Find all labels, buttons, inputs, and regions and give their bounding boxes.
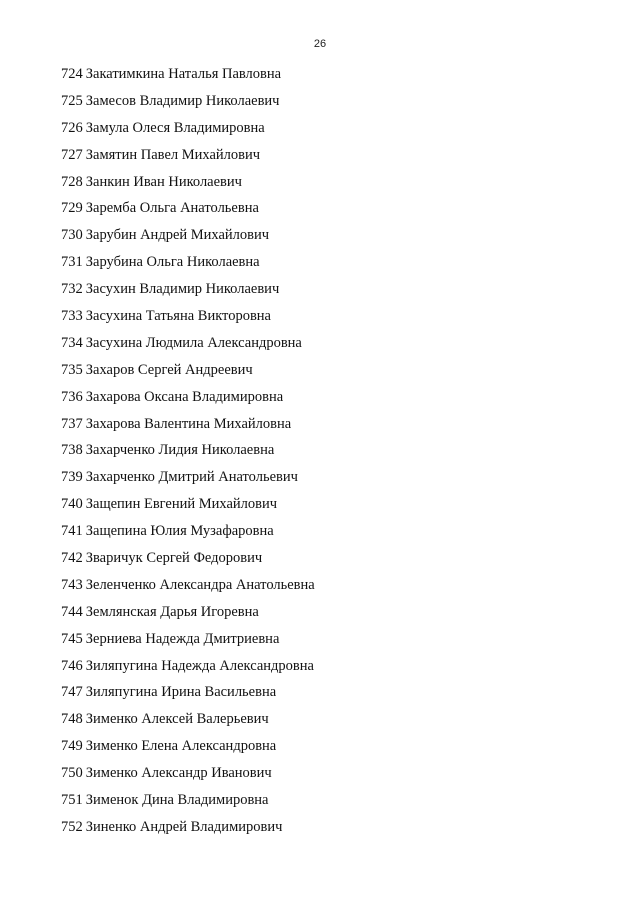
- list-item: [61, 387, 315, 414]
- entry-name: Защепина Юлия Музафаровна: [85, 523, 274, 540]
- entry-name: Захарова Оксана Владимировна: [85, 388, 284, 405]
- entry-number: 727: [61, 146, 83, 163]
- entry-number: 732: [61, 281, 83, 298]
- list-item: [61, 521, 315, 548]
- entry-name: Закатимкина Наталья Павловна: [85, 66, 282, 82]
- entry-name: Захарова Валентина Михайловна: [85, 415, 292, 432]
- page-number: 26: [313, 38, 327, 50]
- list-item: [61, 467, 315, 494]
- entry-number: 728: [61, 173, 83, 190]
- entry-number: 747: [61, 684, 83, 701]
- list-item: [61, 548, 315, 575]
- entry-number: 734: [61, 334, 83, 351]
- entry-number: 729: [61, 200, 83, 217]
- entry-name: Замятин Павел Михайлович: [85, 146, 261, 163]
- entry-number: 736: [61, 388, 83, 405]
- list-item: [61, 172, 315, 199]
- entry-number: 743: [61, 576, 83, 593]
- list-item: [61, 91, 315, 118]
- list-item: [61, 656, 315, 683]
- entry-name: Зеленченко Александра Анатольевна: [85, 576, 315, 593]
- entry-number: 746: [61, 657, 83, 674]
- entry-name: Занкин Иван Николаевич: [85, 173, 242, 190]
- entry-number: 749: [61, 738, 83, 755]
- list-item: [61, 279, 315, 306]
- entry-name: Зименко Елена Александровна: [85, 738, 277, 755]
- entry-number: 724: [61, 66, 83, 82]
- entry-name: Зарубина Ольга Николаевна: [85, 254, 260, 271]
- entry-number: 738: [61, 442, 83, 459]
- entry-name: Захарченко Дмитрий Анатольевич: [85, 469, 298, 486]
- entry-number: 751: [61, 792, 83, 809]
- entry-number: 737: [61, 415, 83, 432]
- entry-number: 725: [61, 92, 83, 109]
- entry-name: Замула Олеся Владимировна: [85, 119, 265, 136]
- entry-name: Зименко Алексей Валерьевич: [85, 711, 269, 728]
- entry-name: Зименок Дина Владимировна: [85, 792, 269, 809]
- entry-number: 744: [61, 603, 83, 620]
- list-item: [61, 360, 315, 387]
- list-item: [61, 64, 315, 91]
- entry-name: Засухина Людмила Александровна: [85, 334, 302, 351]
- list-item: [61, 306, 315, 333]
- list-item: [61, 736, 315, 763]
- entry-number: 740: [61, 496, 83, 513]
- list-item: [61, 198, 315, 225]
- list-item: [61, 252, 315, 279]
- list-item: [61, 333, 315, 360]
- list-item: [61, 763, 315, 790]
- entry-name: Зименко Александр Иванович: [85, 765, 272, 782]
- entry-number: 731: [61, 254, 83, 271]
- list-item: [61, 118, 315, 145]
- entry-name: Зерниева Надежда Дмитриевна: [85, 630, 280, 647]
- entry-name: Замесов Владимир Николаевич: [85, 92, 280, 109]
- entry-name: Засухина Татьяна Викторовна: [85, 308, 271, 325]
- entry-name: Заремба Ольга Анатольевна: [85, 200, 259, 217]
- entry-number: 726: [61, 119, 83, 136]
- list-item: [61, 145, 315, 172]
- entry-name: Зваричук Сергей Федорович: [85, 550, 263, 567]
- entry-number: 739: [61, 469, 83, 486]
- list-item: [61, 790, 315, 817]
- entry-number: 742: [61, 550, 83, 567]
- entry-name: Захаров Сергей Андреевич: [85, 361, 253, 378]
- entry-number: 735: [61, 361, 83, 378]
- entry-name: Зиляпугина Ирина Васильевна: [85, 684, 277, 701]
- entry-name: Защепин Евгений Михайлович: [85, 496, 278, 513]
- list-item: [61, 817, 315, 844]
- entry-number: 745: [61, 630, 83, 647]
- entry-number: 752: [61, 818, 83, 835]
- entry-number: 741: [61, 523, 83, 540]
- list-item: [61, 682, 315, 709]
- list-item: [61, 440, 315, 467]
- entry-name: Засухин Владимир Николаевич: [85, 281, 280, 298]
- entry-number: 730: [61, 227, 83, 244]
- entry-number: 750: [61, 765, 83, 782]
- list-item: [61, 575, 315, 602]
- list-item: [61, 709, 315, 736]
- entry-number: 748: [61, 711, 83, 728]
- entry-name: Захарченко Лидия Николаевна: [85, 442, 275, 459]
- entry-name: Зиляпугина Надежда Александровна: [85, 657, 314, 674]
- name-list: [61, 64, 315, 844]
- entry-name: Землянская Дарья Игоревна: [85, 603, 259, 620]
- list-item: [61, 225, 315, 252]
- list-item: [61, 494, 315, 521]
- list-item: [61, 629, 315, 656]
- entry-number: 733: [61, 308, 83, 325]
- list-item: [61, 414, 315, 441]
- list-item: [61, 602, 315, 629]
- entry-name: Зиненко Андрей Владимирович: [85, 818, 283, 835]
- entry-name: Зарубин Андрей Михайлович: [85, 227, 270, 244]
